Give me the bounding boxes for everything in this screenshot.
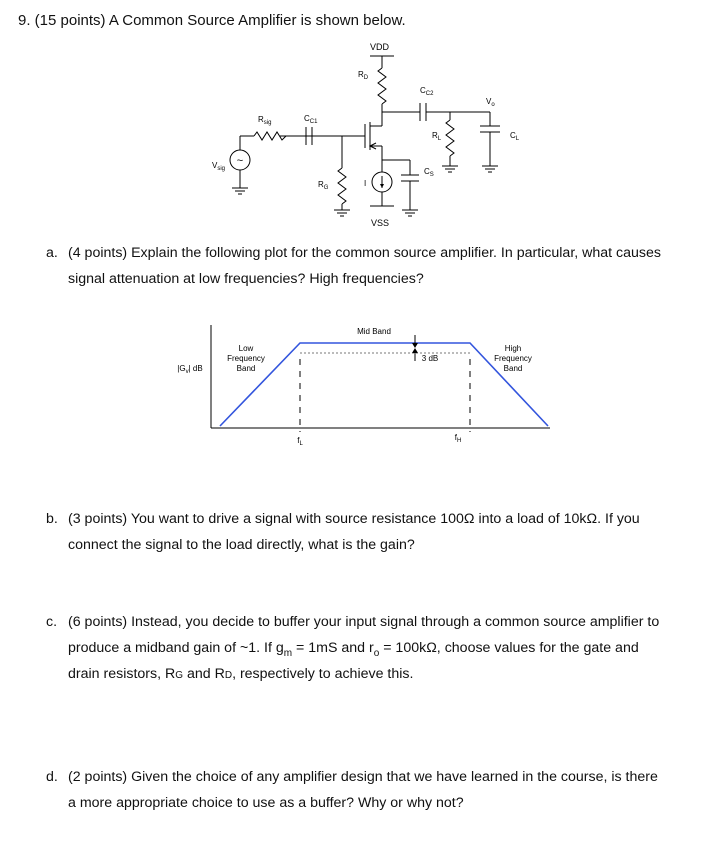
question-d-line2: a more appropriate choice to use as a buffer? Why or why not?: [68, 795, 464, 811]
ground-icons: [232, 166, 498, 216]
rsig-label: $R_{sig}$: [258, 115, 272, 126]
problem-title: 9. (15 points) A Common Source Amplifier is shown below.: [18, 12, 406, 29]
rd-resistor: [378, 68, 386, 104]
question-c-line3: drain resistors, RG and RD, respectively to achieve this.: [68, 666, 414, 682]
low-band-label-1: Low: [238, 344, 254, 353]
vo-label: $V_o$: [486, 97, 495, 108]
arrow-down-icon: [412, 343, 418, 348]
cc1-label: $C_{C1}$: [304, 114, 318, 125]
current-arrow-icon: [380, 184, 384, 188]
question-c-line1: (6 points) Instead, you decide to buffer your input signal through a common source amplifier to: [68, 614, 660, 630]
circuit-diagram: [0, 0, 726, 240]
high-band-label-3: Band: [503, 364, 523, 373]
question-b-line1: (3 points) You want to drive a signal with source resistance 100Ω into a load of 10kΩ. If you: [68, 511, 640, 527]
frequency-response-plot: [0, 315, 726, 450]
question-a-line2: signal attenuation at low frequencies? High frequencies?: [68, 271, 424, 287]
3db-label: 3 dB: [421, 354, 439, 363]
question-b-label: b.: [46, 511, 58, 527]
cc2-label: $C_{C2}$: [420, 86, 434, 97]
question-a-label: a.: [46, 245, 58, 261]
low-band-label-2: Frequency: [227, 354, 265, 363]
mid-band-label: Mid Band: [357, 327, 391, 336]
rg-label: $R_G$: [318, 180, 329, 191]
rl-resistor: [446, 120, 454, 156]
fh-label: $f_H$: [454, 433, 462, 444]
rg-resistor: [338, 168, 346, 204]
vss-label: VSS: [371, 218, 390, 228]
ylabel: $|G_v|$ dB: [177, 364, 203, 375]
fl-label: $f_L$: [297, 436, 303, 447]
cs-label: $C_S$: [424, 167, 434, 178]
low-band-label-3: Band: [236, 364, 256, 373]
arrow-up-icon: [412, 348, 418, 353]
question-d-label: d.: [46, 769, 58, 785]
question-c-label: c.: [46, 614, 58, 630]
question-b-line2: connect the signal to the load directly, what is the gain?: [68, 537, 415, 553]
question-d-line1: (2 points) Given the choice of any amplifier design that we have learned in the course, is there: [68, 769, 658, 785]
high-band-label-2: Frequency: [494, 354, 532, 363]
vdd-label: VDD: [370, 42, 390, 52]
question-a-line1: (4 points) Explain the following plot for the common source amplifier. In particular, what causes: [68, 245, 662, 261]
current-source-label: I: [364, 179, 367, 188]
rd-label: $R_D$: [358, 70, 369, 81]
question-c-line2: produce a midband gain of ~1. If $g_m = 1mS$ and $r_o = 100k\Omega$, choose values for the gate and: [68, 640, 639, 659]
high-band-label-1: High: [504, 344, 522, 353]
rl-label: $R_L$: [432, 131, 442, 142]
ac-source-icon: ~: [236, 155, 244, 167]
cl-label: $C_L$: [510, 131, 520, 142]
vsig-label: $V_{sig}$: [212, 161, 226, 172]
